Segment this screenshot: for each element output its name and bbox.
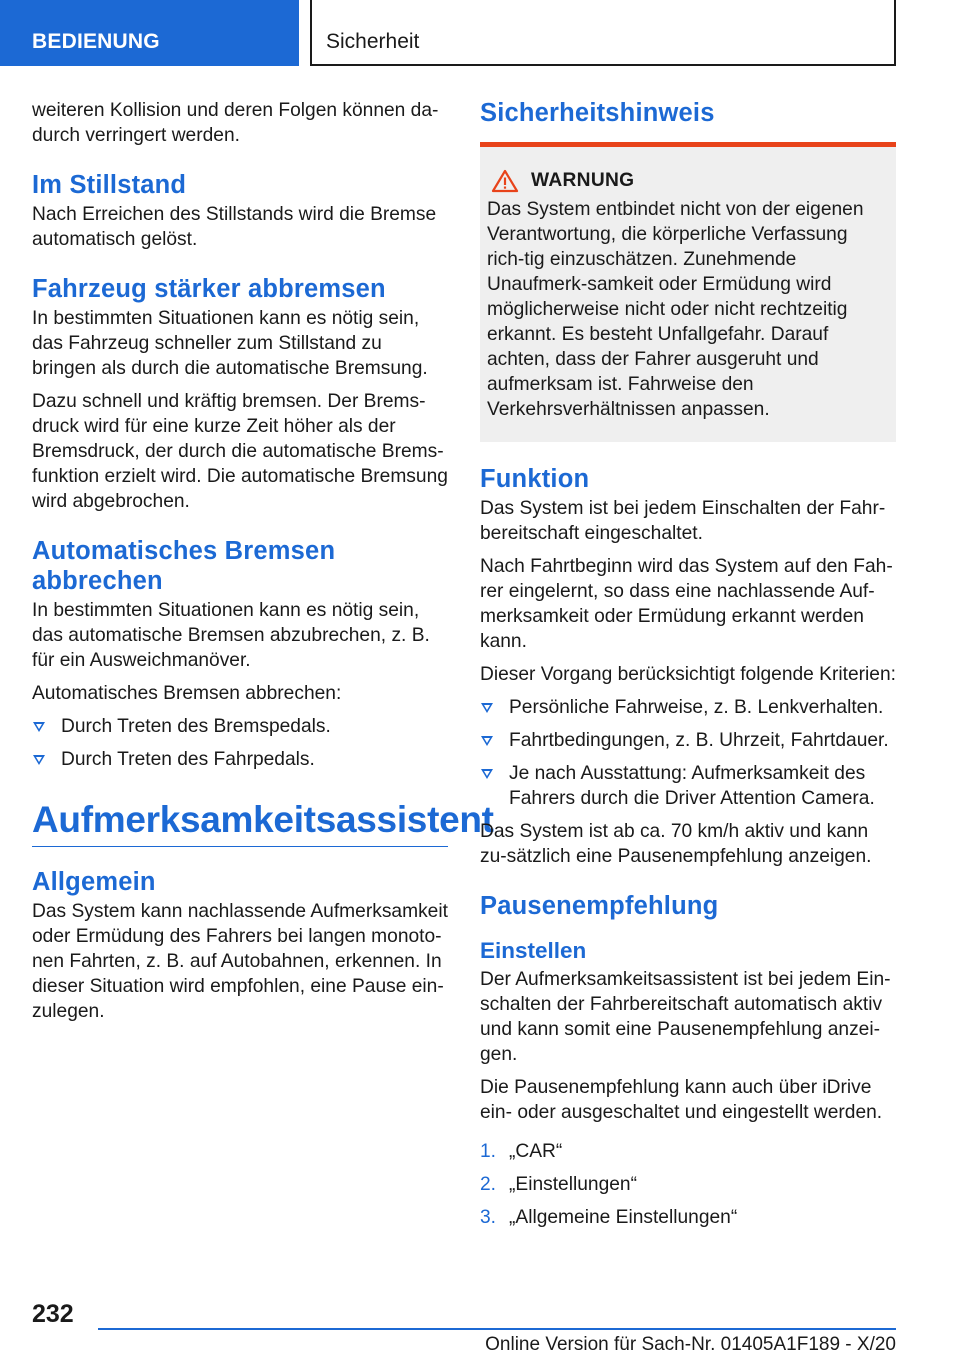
triangle-bullet-icon (481, 703, 493, 713)
funktion-paragraph-2: Nach Fahrtbeginn wird das System auf den Fah-rer eingelernt, so dass eine nachlassende Auf-merksamkeit oder Ermüdung erkannt werden kann. (480, 556, 893, 652)
intro-paragraph: weiteren Kollision und deren Folgen können da- durch verringert werden. (32, 100, 439, 146)
list-item (32, 747, 448, 772)
kriterien-list (480, 695, 896, 811)
step-number: 3. (480, 1207, 497, 1228)
pause-paragraph-1: Der Aufmerksamkeitsassistent ist bei jedem Ein-schalten der Fahrbereitschaft automatisch aktiv und kann somit eine Pausenempfehlung anzei-gen. (480, 969, 891, 1065)
list-item-text: Persönliche Fahrweise, z. B. Lenkverhalten. (509, 697, 884, 718)
step-number: 2. (480, 1174, 497, 1195)
heading-funktion: Funktion (480, 465, 590, 493)
heading-automatisches-bremsen-abbrechen: Automatisches Bremsen abbrechen (32, 537, 336, 595)
left-column (32, 98, 494, 1032)
warning-header (487, 169, 888, 193)
heading-pausenempfehlung: Pausenempfehlung (480, 892, 719, 920)
list-item-text: Durch Treten des Bremspedals. (61, 716, 331, 737)
triangle-bullet-icon (33, 722, 45, 732)
step-item (480, 1172, 896, 1197)
list-item (32, 714, 448, 739)
list-item-text: Durch Treten des Fahrpedals. (61, 749, 315, 770)
warning-label: WARNUNG (531, 170, 635, 191)
step-text: „CAR“ (509, 1141, 563, 1162)
funktion-paragraph-3: Dieser Vorgang berücksichtigt folgende Kriterien: (480, 664, 896, 685)
warning-box (480, 142, 896, 442)
step-item (480, 1139, 896, 1164)
stillstand-paragraph: Nach Erreichen des Stillstands wird die Bremse automatisch gelöst. (32, 204, 437, 250)
warning-triangle-icon (491, 169, 519, 193)
list-item (480, 695, 896, 720)
abbrechen-list (32, 714, 448, 772)
heading-im-stillstand: Im Stillstand (32, 171, 187, 199)
triangle-bullet-icon (33, 755, 45, 765)
heading-aufmerksamkeitsassistent: Aufmerksamkeitsassistent (32, 799, 494, 840)
step-text: „Allgemeine Einstellungen“ (509, 1207, 738, 1228)
heading-fahrzeug-staerker-abbremsen: Fahrzeug stärker abbremsen (32, 275, 386, 303)
funktion-paragraph-4: Das System ist ab ca. 70 km/h aktiv und kann zu-sätzlich eine Pausenempfehlung anzeigen. (480, 821, 872, 867)
list-item-text: Fahrtbedingungen, z. B. Uhrzeit, Fahrtdauer. (509, 730, 889, 751)
staerker-paragraph-1: In bestimmten Situationen kann es nötig sein, das Fahrzeug schneller zum Stillstand zu bringen als durch die automatische Bremsung. (32, 308, 428, 379)
abbrechen-paragraph-2: Automatisches Bremsen abbrechen: (32, 683, 342, 704)
step-text: „Einstellungen“ (509, 1174, 637, 1195)
heading-einstellen: Einstellen (480, 938, 587, 963)
pause-paragraph-2: Die Pausenempfehlung kann auch über iDrive ein- oder ausgeschaltet und eingestellt werden. (480, 1077, 883, 1123)
list-item (480, 761, 896, 811)
heading-sicherheitshinweis: Sicherheitshinweis (480, 99, 715, 127)
list-item-text: Je nach Ausstattung: Aufmerksamkeit des Fahrers durch die Driver Attention Camera. (509, 763, 875, 809)
chapter-label: Sicherheit (326, 30, 420, 53)
triangle-bullet-icon (481, 769, 493, 779)
heading-allgemein: Allgemein (32, 868, 156, 896)
step-number: 1. (480, 1141, 497, 1162)
section-tab (0, 0, 299, 66)
funktion-paragraph-1: Das System ist bei jedem Einschalten der Fahr-bereitschaft eingeschaltet. (480, 498, 886, 544)
list-item (480, 728, 896, 753)
allgemein-paragraph: Das System kann nachlassende Aufmerksamkeit oder Ermüdung des Fahrers bei langen monoto-nen Fahrten, z. B. auf Autobahnen, erkennen. In dieser Situation wird empfohlen, eine Pause ein-zulegen. (32, 901, 448, 1022)
page-number: 232 (32, 1300, 74, 1328)
section-label: BEDIENUNG (32, 30, 160, 53)
chapter-heading-block (32, 798, 494, 847)
right-column (480, 98, 896, 1238)
steps-list (480, 1139, 896, 1230)
warning-text: Das System entbindet nicht von der eigenen Verantwortung, die körperliche Verfassung rich-tig einzuschätzen. Zunehmende Unaufmerk-samkeit oder Ermüdung wird möglicherweise nicht oder nicht rechtzeitig erkannt. Es besteht Unfallgefahr. Darauf achten, dass der Fahrer ausgeruht und aufmerksam ist. Fahrweise den Verkehrsverhältnissen anpassen. (487, 199, 864, 420)
step-item (480, 1205, 896, 1230)
footer-divider (98, 1328, 896, 1330)
triangle-bullet-icon (481, 736, 493, 746)
footer-version-text: Online Version für Sach-Nr. 01405A1F189 - X/20 (485, 1334, 896, 1355)
staerker-paragraph-2: Dazu schnell und kräftig bremsen. Der Brems-druck wird für eine kurze Zeit höher als der Bremsdruck, der durch die automatische Brems-funktion erzielt wird. Die automatische Bremsung wird abgebrochen. (32, 391, 448, 512)
abbrechen-paragraph-1: In bestimmten Situationen kann es nötig sein, das automatische Bremsen abzubrechen, z. B. für ein Ausweichmanöver. (32, 600, 430, 671)
chapter-tab (310, 0, 896, 66)
